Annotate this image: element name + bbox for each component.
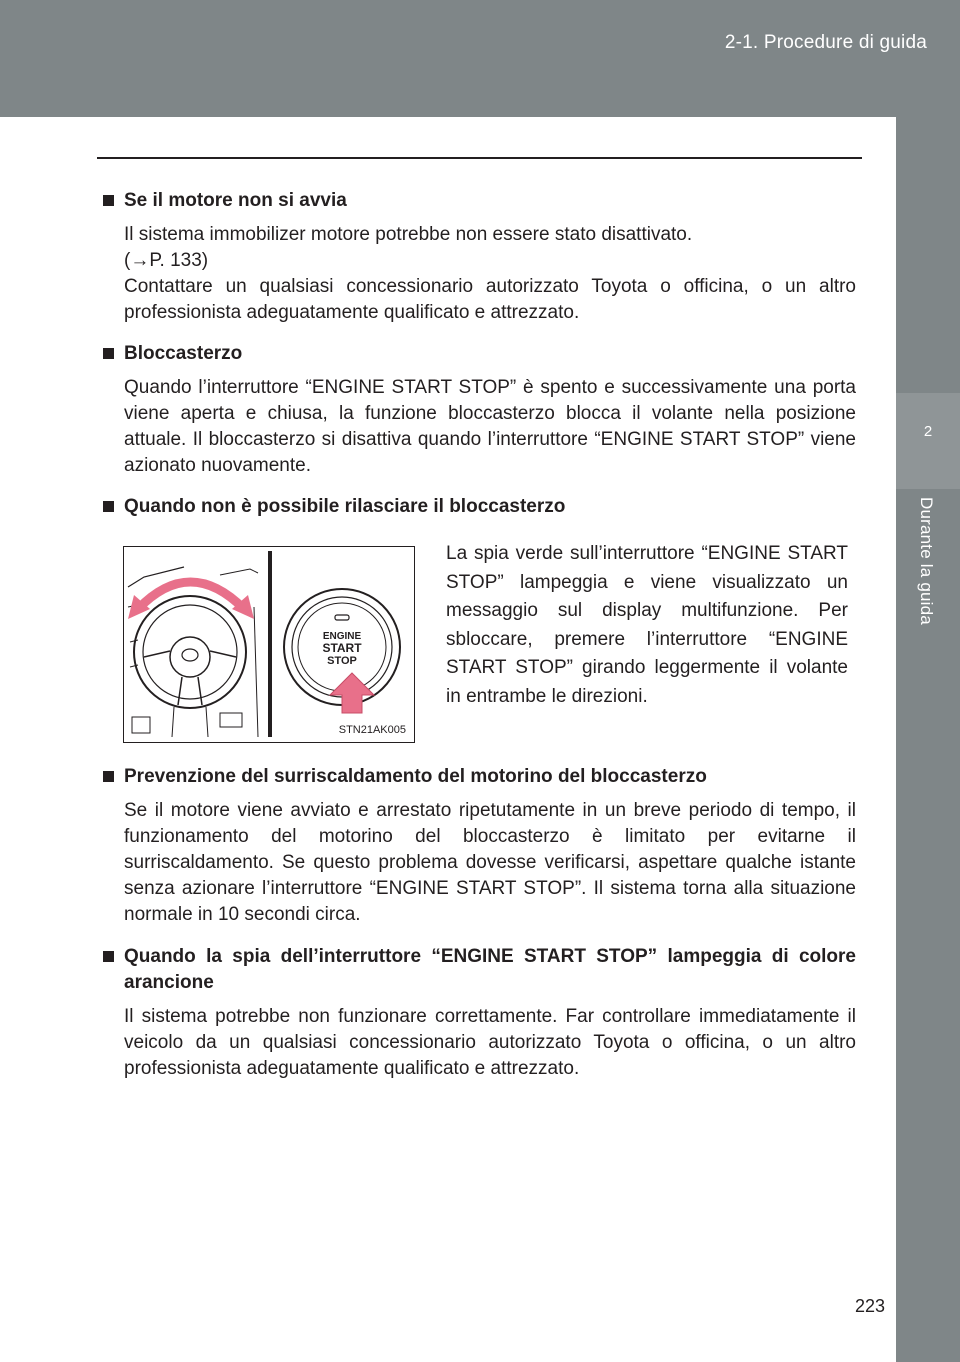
header-rule	[97, 157, 862, 159]
chapter-box	[896, 393, 960, 489]
button-label-stop: STOP	[327, 655, 357, 667]
figure-code: STN21AK005	[338, 724, 406, 736]
square-bullet-icon	[103, 951, 114, 962]
section-title: 2-1. Procedure di guida	[724, 32, 927, 53]
heading-text: Prevenzione del surriscaldamento del motorino del bloccasterzo	[124, 766, 707, 787]
section-lock-release	[101, 494, 856, 520]
square-bullet-icon	[103, 348, 114, 359]
section-body: Se il motore viene avviato e arrestato ripetutamente in un breve periodo di tempo, il funzionamento del motorino del bloccasterzo è limitato per evitarne il surriscaldamento. Se questo problema dovesse verificarsi, aspettare qualche istante senza azionare l’interruttore “ENGINE START STOP”. Il sistema torna alla situazione normale in 10 secondi circa.	[124, 800, 856, 925]
body-line: Contattare un qualsiasi concessionario autorizzato Toyota o officina, o un altro professionista adeguatamente qualificato e attrezzato.	[124, 276, 856, 323]
section-steering-lock	[101, 341, 856, 479]
button-label-engine: ENGINE	[322, 631, 362, 642]
page-number: 223	[855, 1296, 886, 1316]
section-heading	[101, 341, 856, 367]
press-arrow-icon	[330, 673, 374, 713]
heading-text: Se il motore non si avvia	[124, 190, 347, 211]
steering-wheel-illustration	[124, 547, 413, 741]
heading-text: Quando la spia dell’interruttore “ENGINE START STOP” lampeggia di colore arancione	[124, 946, 856, 993]
section-heading	[101, 944, 856, 996]
section-body: Quando l’interruttore “ENGINE START STOP” è spento e successivamente una porta viene aperta e chiusa, la funzione bloccasterzo blocca il volante nella posizione attuale. Il bloccasterzo si disattiva quando l’interruttore “ENGINE START STOP” viene azionato nuovamente.	[124, 377, 856, 476]
section-body: Il sistema potrebbe non funzionare correttamente. Far controllare immediatamente il veicolo da un qualsiasi concessionario autorizzato Toyota o officina, o un altro professionista adeguatamente qualificato e attrezzato.	[124, 1006, 856, 1079]
page-reference: (→P. 133)	[124, 250, 209, 271]
section-orange-indicator	[101, 944, 856, 1082]
figure-steering-wheel-and-button	[123, 546, 415, 743]
section-body	[101, 222, 856, 326]
section-motor-overheating	[101, 764, 856, 928]
section-heading	[101, 188, 856, 214]
square-bullet-icon	[103, 195, 114, 206]
heading-text: Bloccasterzo	[124, 343, 243, 364]
chapter-label: Durante la guida	[917, 497, 936, 625]
figure-caption: La spia verde sull’interruttore “ENGINE START STOP” lampeggia e viene visualizzato un messaggio sul display multifunzione. Per sbloccare, premere l’interruttore “ENGINE START STOP” girando leggermente il volante in entrambe le direzioni.	[446, 543, 848, 707]
section-engine-not-starting	[101, 188, 856, 326]
section-heading	[101, 494, 856, 520]
button-label-start: START	[322, 641, 362, 655]
body-line: Il sistema immobilizer motore potrebbe non essere stato disattivato.	[124, 224, 693, 245]
section-heading	[101, 764, 856, 790]
square-bullet-icon	[103, 501, 114, 512]
chapter-number: 2	[923, 423, 933, 440]
page-header	[0, 0, 960, 117]
heading-text: Quando non è possibile rilasciare il bloccasterzo	[124, 496, 566, 517]
square-bullet-icon	[103, 771, 114, 782]
side-tab	[896, 117, 960, 1362]
